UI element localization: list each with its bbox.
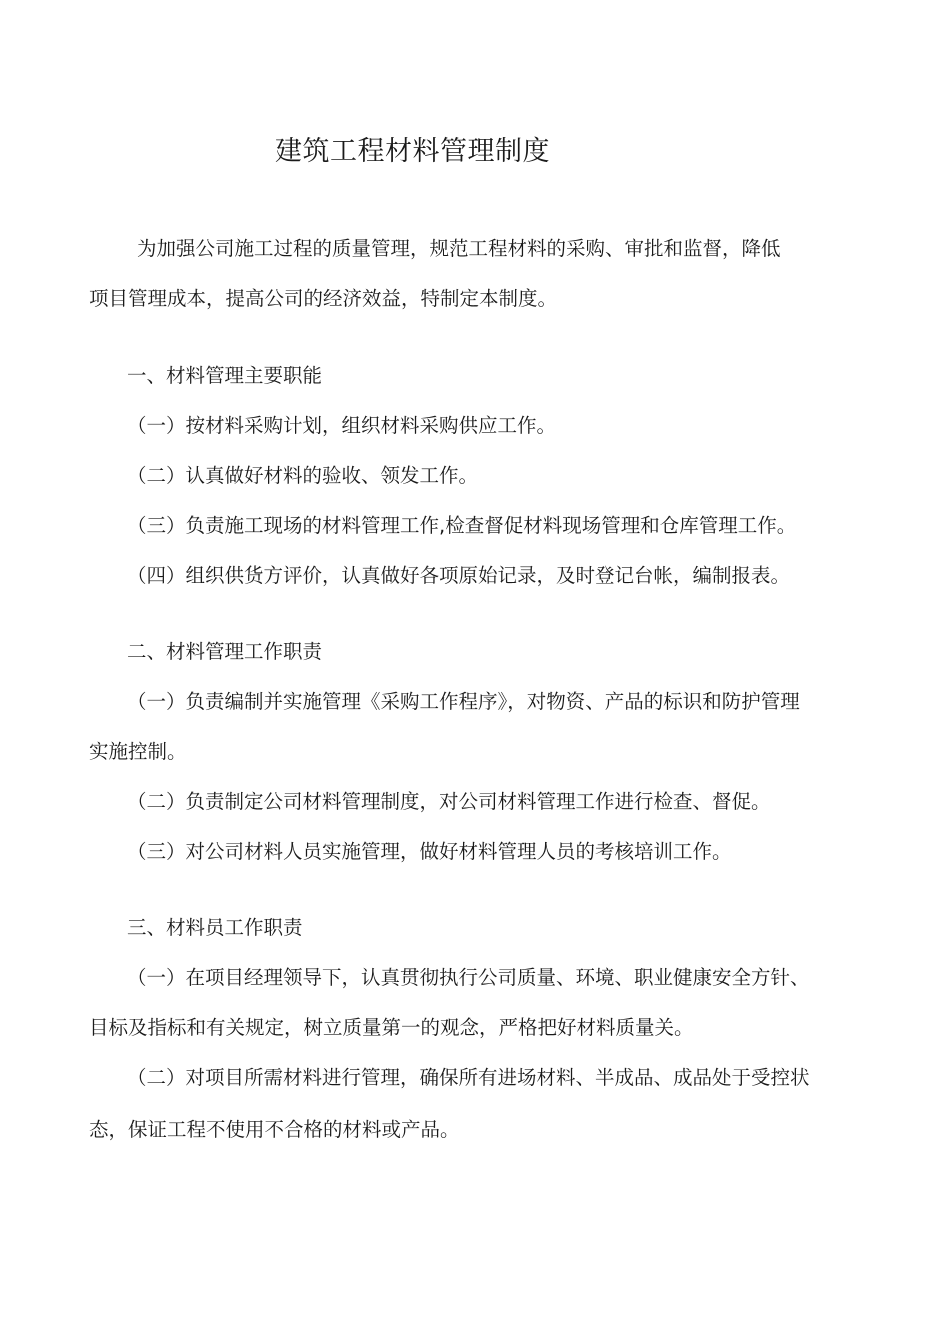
- section-3-line-4: 态，保证工程不使用不合格的材料或产品。: [89, 1118, 460, 1141]
- section-2-line-3: （二）负责制定公司材料管理制度，对公司材料管理工作进行检查、督促。: [127, 790, 771, 813]
- section-1-line-4: （四）组织供货方评价，认真做好各项原始记录，及时登记台帐，编制报表。: [127, 564, 791, 587]
- section-2-line-1: （一）负责编制并实施管理《采购工作程序》，对物资、产品的标识和防护管理: [127, 690, 800, 713]
- section-2-line-4: （三）对公司材料人员实施管理，做好材料管理人员的考核培训工作。: [127, 840, 732, 863]
- section-1-line-2: （二）认真做好材料的验收、领发工作。: [127, 464, 479, 487]
- section-3-line-3: （二）对项目所需材料进行管理，确保所有进场材料、半成品、成品处于受控状: [127, 1066, 810, 1089]
- intro-line-2: 项目管理成本，提高公司的经济效益，特制定本制度。: [89, 287, 558, 310]
- section-3-line-2: 目标及指标和有关规定，树立质量第一的观念，严格把好材料质量关。: [89, 1016, 694, 1039]
- section-2-heading: 二、材料管理工作职责: [127, 640, 323, 663]
- section-3-line-1: （一）在项目经理领导下，认真贯彻执行公司质量、环境、职业健康安全方针、: [127, 966, 810, 989]
- section-2-line-2: 实施控制。: [89, 740, 187, 763]
- document-title: 建筑工程材料管理制度: [275, 136, 550, 167]
- section-1-heading: 一、材料管理主要职能: [127, 364, 323, 387]
- section-3-heading: 三、材料员工作职责: [127, 916, 303, 939]
- section-1-line-3: （三）负责施工现场的材料管理工作,检查督促材料现场管理和仓库管理工作。: [127, 514, 797, 537]
- section-1-line-1: （一）按材料采购计划，组织材料采购供应工作。: [127, 414, 557, 437]
- intro-line-1: 为加强公司施工过程的质量管理，规范工程材料的采购、审批和监督，降低: [137, 237, 781, 260]
